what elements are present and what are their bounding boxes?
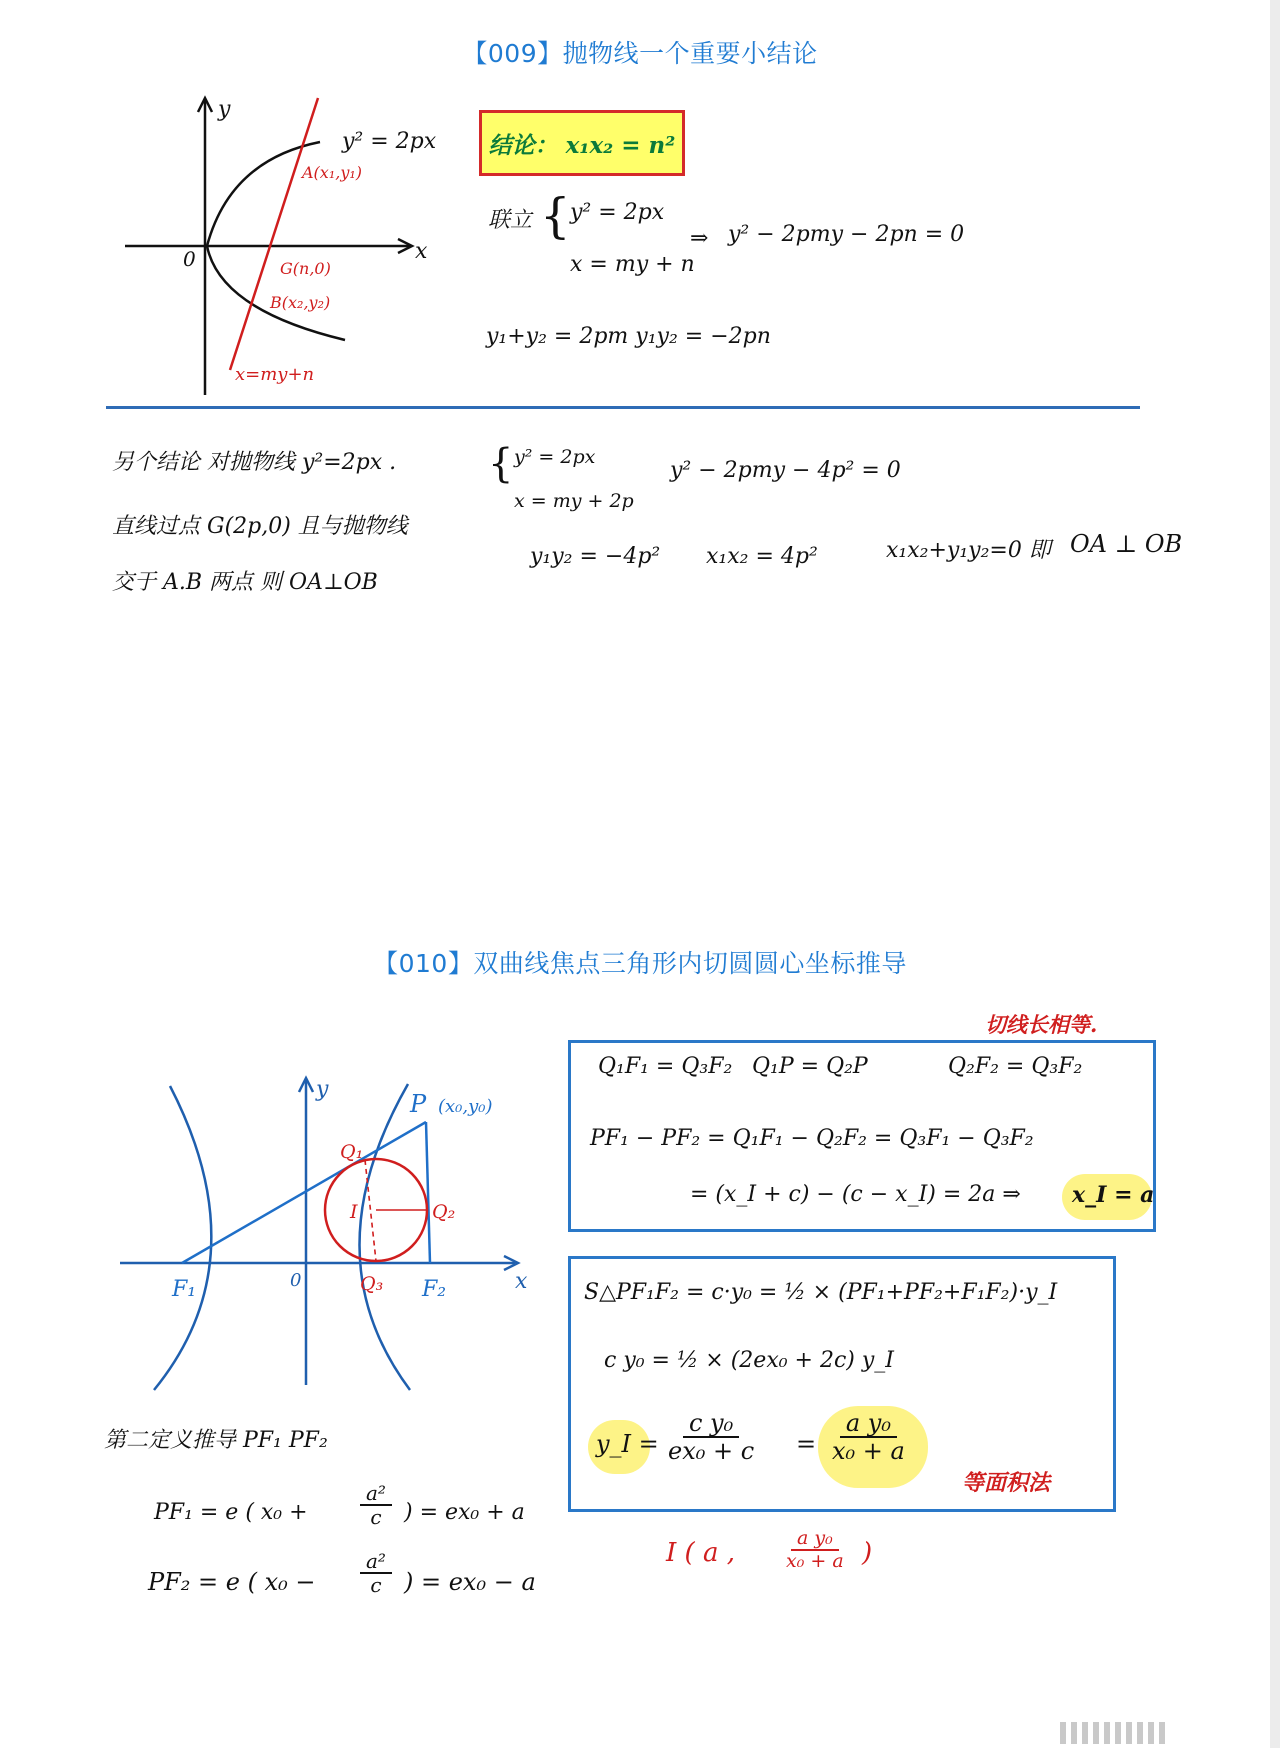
f2-label: F₂ [422,1277,447,1302]
incenter-coord-open: I ( a , [666,1538,735,1568]
section-divider [106,406,1140,409]
perpendicular-result: OA ⊥ OB [1070,530,1183,558]
line-label: x=my+n [235,364,315,385]
pf1-frac-num: a² [360,1482,392,1506]
box2-fraction1 [662,1410,760,1465]
box1-eq1a: Q₁F₁ = Q₃F₂ [598,1054,733,1079]
box1-eq3: = (x_I + c) − (c − x_I) = 2a ⇒ [690,1182,1021,1207]
vieta-formula: y₁+y₂ = 2pm y₁y₂ = −2pn [486,324,771,349]
pf2-fraction [360,1550,392,1596]
box2-eq1: S△PF₁F₂ = c·y₀ = ½ × (PF₁+PF₂+F₁F₂)·y_I [584,1280,1058,1305]
parabola-graph [110,90,450,405]
another-conclusion-line1: 另个结论 对抛物线 y²=2px . [112,450,397,475]
incenter-denominator: x₀ + a [786,1549,844,1572]
box2-yi-lhs: y_I = [596,1430,659,1458]
pf1-rhs: ) = ex₀ + a [404,1500,525,1525]
y-axis-label: y [218,97,231,122]
system-eq2: x = my + n [570,252,695,277]
incenter-fraction [780,1528,850,1572]
pf1-frac-den: c [370,1505,382,1529]
box1-result: x_I = a [1072,1182,1155,1208]
point-a-label: A(x₁,y₁) [302,163,363,182]
implies-arrow: ⇒ [690,226,709,251]
incenter-coord-close: ) [862,1538,873,1568]
pf1-fraction [360,1482,392,1528]
pf2-lhs: PF₂ = e ( x₀ − [148,1568,316,1596]
section2-title: 【010】双曲线焦点三角形内切圆圆心坐标推导 [373,949,907,978]
incenter-label: I [350,1201,358,1223]
pf1-side [182,1122,426,1263]
page-edge-marks [1060,1722,1165,1744]
q3-label: Q₃ [360,1273,384,1295]
point-g-label: G(n,0) [280,259,331,278]
system-eq1: y² = 2px [570,200,665,225]
sys2-eq1: y² = 2px [514,446,596,468]
quad-equation: y² − 2pmy − 4p² = 0 [670,458,901,483]
pf2-frac-den: c [370,1573,382,1597]
q1-label: Q₁ [340,1141,364,1163]
another-conclusion-line2: 直线过点 G(2p,0) 且与抛物线 [112,514,408,539]
q2-label: Q₂ [432,1201,456,1223]
x-axis-label: x [415,239,428,264]
result-equation: y² − 2pmy − 2pn = 0 [728,222,965,247]
parabola-label: y² = 2px [342,129,437,154]
h-x-axis-label: x [515,1269,528,1294]
conclusion-box: 结论： x₁x₂ = n² [479,110,685,176]
hyperbola-left-branch [154,1086,211,1390]
sys2-eq2: x = my + 2p [514,490,634,512]
another-conclusion-line3: 交于 A.B 两点 则 OA⊥OB [112,570,378,595]
product-y: y₁y₂ = −4p² [530,544,661,569]
p-label: P [410,1090,427,1118]
hyperbola-right-branch [359,1084,410,1390]
box2-fraction2 [826,1410,911,1465]
p-coords-label: (x₀,y₀) [438,1096,493,1117]
fraction2-numerator: a y₀ [840,1410,897,1438]
box2-eq2: c y₀ = ½ × (2ex₀ + 2c) y_I [604,1348,894,1373]
incenter-numerator: a y₀ [791,1528,839,1551]
box1-eq1b: Q₁P = Q₂P [752,1054,868,1079]
second-def-title: 第二定义推导 PF₁ PF₂ [104,1428,328,1453]
fraction2-denominator: x₀ + a [832,1437,905,1466]
box2-equals: = [796,1430,817,1458]
product-x: x₁x₂ = 4p² [706,544,818,569]
brace2-icon: { [488,441,514,487]
box1-eq1c: Q₂F₂ = Q₃F₂ [948,1054,1083,1079]
pf2-rhs: ) = ex₀ − a [404,1568,536,1596]
hyperbola-graph [120,1060,540,1400]
brace-icon: { [540,188,571,244]
point-b-label: B(x₂,y₂) [270,293,331,312]
tangent-note: 切线长相等. [985,1012,1098,1037]
pf2-frac-num: a² [360,1550,392,1574]
fraction1-denominator: ex₀ + c [668,1437,755,1466]
dot-product: x₁x₂+y₁y₂=0 即 [886,538,1051,563]
f1-label: F₁ [172,1277,197,1302]
box1-eq2: PF₁ − PF₂ = Q₁F₁ − Q₂F₂ = Q₃F₁ − Q₃F₂ [590,1126,1034,1151]
section1-title: 【009】抛物线一个重要小结论 [462,39,818,68]
h-y-axis-label: y [316,1077,329,1102]
pf2-side [426,1122,430,1263]
pf1-lhs: PF₁ = e ( x₀ + [154,1500,308,1525]
origin-label: 0 [183,247,196,271]
combine-label: 联立 [488,208,533,233]
right-gutter [1270,0,1280,1748]
h-origin-label: 0 [290,1270,302,1291]
fraction1-numerator: c y₀ [683,1410,739,1438]
area-method-label: 等面积法 [962,1470,1051,1496]
